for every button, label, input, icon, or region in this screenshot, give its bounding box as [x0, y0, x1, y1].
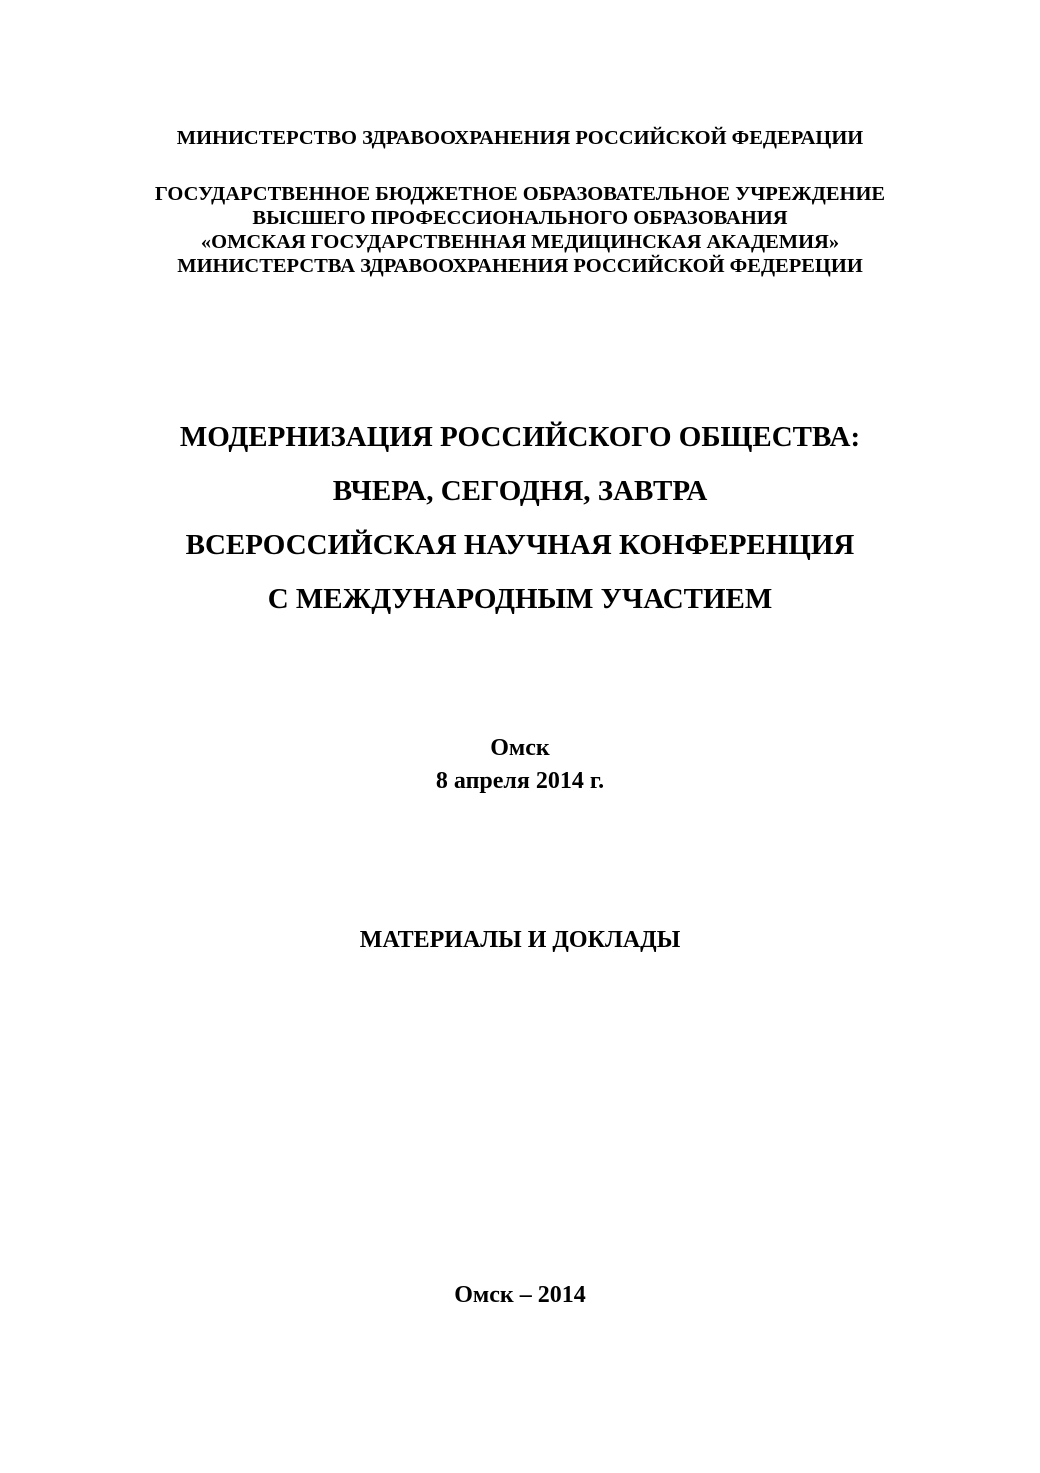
ministry-heading: МИНИСТЕРСТВО ЗДРАВООХРАНЕНИЯ РОССИЙСКОЙ ФЕДЕРАЦИИ — [176, 127, 864, 149]
institution-line: МИНИСТЕРСТВА ЗДРАВООХРАНЕНИЯ РОССИЙСКОЙ ФЕДЕРЕЦИИ — [177, 255, 863, 277]
title-line: ВСЕРОССИЙСКАЯ НАУЧНАЯ КОНФЕРЕНЦИЯ — [185, 529, 855, 561]
document-subtitle: МАТЕРИАЛЫ И ДОКЛАДЫ — [359, 927, 681, 953]
institution-line: ВЫСШЕГО ПРОФЕССИОНАЛЬНОГО ОБРАЗОВАНИЯ — [252, 207, 788, 229]
title-line: С МЕЖДУНАРОДНЫМ УЧАСТИЕМ — [267, 583, 773, 615]
institution-line: «ОМСКАЯ ГОСУДАРСТВЕННАЯ МЕДИЦИНСКАЯ АКАДЕМИЯ» — [200, 231, 840, 253]
title-line: ВЧЕРА, СЕГОДНЯ, ЗАВТРА — [332, 475, 708, 507]
institution-line: ГОСУДАРСТВЕННОЕ БЮДЖЕТНОЕ ОБРАЗОВАТЕЛЬНОЕ УЧРЕЖДЕНИЕ — [154, 183, 886, 205]
title-line: МОДЕРНИЗАЦИЯ РОССИЙСКОГО ОБЩЕСТВА: — [179, 421, 861, 453]
conference-place: Омск — [490, 735, 550, 761]
imprint-line: Омск – 2014 — [454, 1282, 586, 1308]
conference-date: 8 апреля 2014 г. — [435, 768, 605, 794]
